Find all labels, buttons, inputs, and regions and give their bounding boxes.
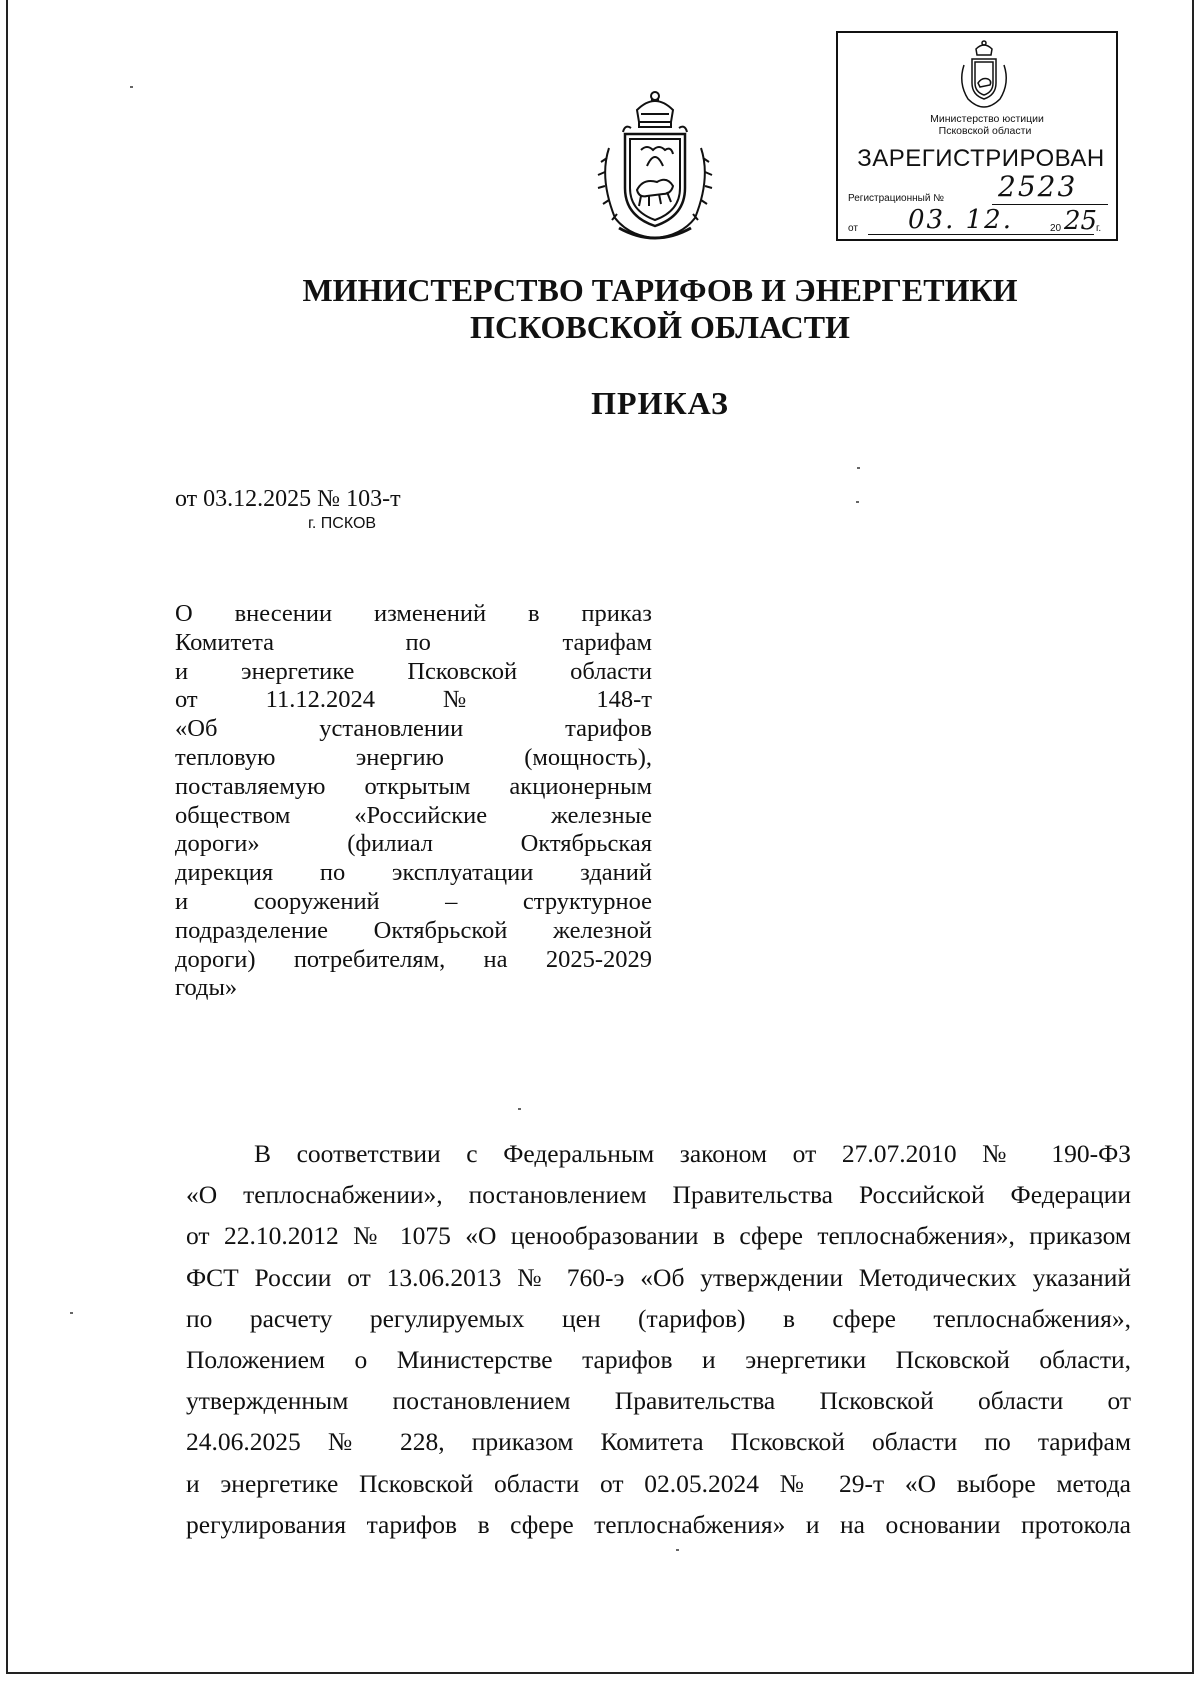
scan-speck (857, 467, 860, 469)
body-line: ФСТ России от 13.06.2013 № 760-э «Об утверждении Методических указаний (186, 1262, 1131, 1292)
subject-line: Комитета по тарифам (175, 628, 652, 656)
scan-speck (856, 501, 859, 503)
stamp-from-label: от (848, 223, 858, 234)
body-line: В соответствии с Федеральным законом от 27.07.2010 № 190-ФЗ (254, 1139, 1131, 1168)
stamp-year-underline (1064, 234, 1094, 235)
stamp-coat-of-arms-icon (954, 39, 1014, 109)
scan-speck (518, 1108, 521, 1110)
subject-line: годы» (175, 974, 238, 1002)
order-subject (175, 600, 652, 1003)
scan-speck (130, 86, 133, 88)
coat-of-arms-icon (585, 88, 725, 246)
body-line: и энергетике Псковской области от 02.05.2024 № 29-т «О выборе метода (186, 1468, 1131, 1498)
registration-stamp (836, 31, 1118, 241)
body-line: утвержденным постановлением Правительства Псковской области от (186, 1386, 1131, 1416)
subject-line: тепловую энергию (мощность), (175, 743, 652, 771)
subject-line: «Об установлении тарифов (175, 715, 652, 743)
stamp-reg-label: Регистрационный № (848, 193, 944, 204)
subject-line: подразделение Октябрьской железной (175, 916, 652, 944)
body-paragraph (186, 1133, 1131, 1545)
subject-line: О внесении изменений в приказ (175, 600, 652, 627)
subject-line: от 11.12.2024 № 148-т (175, 686, 652, 714)
stamp-year: 25 (1064, 206, 1098, 236)
subject-line: дороги» (филиал Октябрьская (175, 830, 652, 858)
stamp-org-line1: Министерство юстиции (930, 113, 1044, 125)
subject-line: поставляемую открытым акционерным (175, 772, 652, 800)
stamp-registered-title: ЗАРЕГИСТРИРОВАН (857, 145, 1105, 172)
scan-speck (676, 1549, 679, 1551)
subject-line: и сооружений – структурное (175, 887, 652, 915)
stamp-year-prefix: 20 (1050, 223, 1062, 234)
scan-speck (70, 1312, 73, 1314)
ministry-title (200, 272, 1120, 346)
subject-line: дирекция по эксплуатации зданий (175, 859, 652, 887)
stamp-date: 03. 12. (908, 205, 1013, 235)
body-line: от 22.10.2012 № 1075 «О ценообразовании в сфере теплоснабжения», приказом (186, 1221, 1131, 1251)
ministry-title-line1: МИНИСТЕРСТВО ТАРИФОВ И ЭНЕРГЕТИКИ (302, 272, 1018, 308)
order-title: ПРИКАЗ (591, 385, 729, 421)
body-line: регулирования тарифов в сфере теплоснабжения» и на основании протокола (186, 1509, 1131, 1539)
order-city: г. ПСКОВ (308, 515, 377, 532)
stamp-year-suffix: г. (1096, 223, 1102, 234)
stamp-org-line2: Псковской области (938, 125, 1032, 137)
stamp-reg-number: 2523 (998, 170, 1078, 203)
body-line: Положением о Министерстве тарифов и энергетики Псковской области, (186, 1344, 1131, 1374)
subject-line: обществом «Российские железные (175, 801, 652, 829)
body-line: «О теплоснабжении», постановлением Правительства Российской Федерации (186, 1180, 1131, 1210)
order-number: от 03.12.2025 № 103-т (175, 486, 401, 512)
body-line: по расчету регулируемых цен (тарифов) в сфере теплоснабжения», (186, 1303, 1131, 1333)
subject-line: и энергетике Псковской области (175, 657, 652, 685)
ministry-title-line2: ПСКОВСКОЙ ОБЛАСТИ (470, 309, 850, 345)
subject-line: дороги) потребителям, на 2025-2029 (175, 945, 652, 973)
body-line: 24.06.2025 № 228, приказом Комитета Псковской области по тарифам (186, 1427, 1131, 1457)
